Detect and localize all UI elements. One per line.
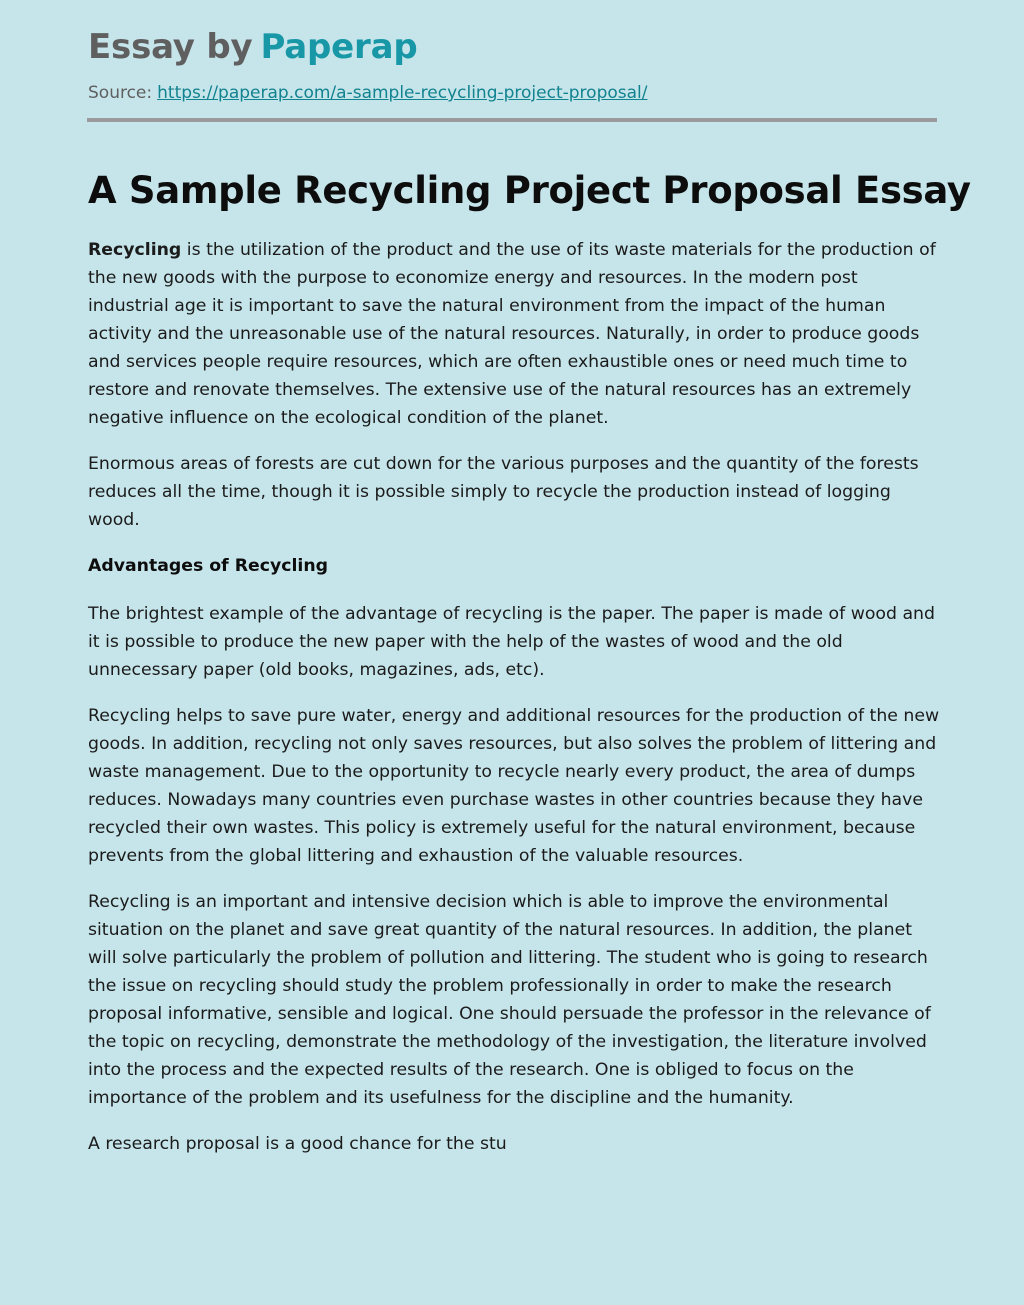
- paragraph-3: The brightest example of the advantage of recycling is the paper. The paper is made of wood and it is possible to produce the new paper with the help of the wastes of wood and the old unnecessary paper (old books, magazines, ads, etc).: [88, 604, 935, 680]
- paragraph-1: [88, 236, 940, 432]
- paragraph-6: A research proposal is a good chance for the stu: [88, 1134, 507, 1154]
- section-heading-advantages: Advantages of Recycling: [88, 556, 328, 576]
- brand-prefix: Essay by: [88, 27, 253, 67]
- site-header: [0, 0, 1024, 104]
- paragraph-2: Enormous areas of forests are cut down for the various purposes and the quantity of the forests reduces all the time, though it is possible simply to recycle the production instead of logging wood.: [88, 454, 919, 530]
- brand-title: [88, 26, 936, 68]
- paragraph-4: Recycling helps to save pure water, energy and additional resources for the production of the new goods. In addition, recycling not only saves resources, but also solves the problem of littering and waste management. Due to the opportunity to recycle nearly every product, the area of dumps reduces. Nowadays many countries even purchase wastes in other countries because they have recycled their own wastes. This policy is extremely useful for the natural environment, because prevents from the global littering and exhaustion of the valuable resources.: [88, 706, 940, 866]
- header-divider: [87, 118, 937, 122]
- article-body: [0, 168, 1024, 1158]
- paragraph-5: Recycling is an important and intensive decision which is able to improve the environmental situation on the planet and save great quantity of the natural resources. In addition, the planet will solve particularly the problem of pollution and littering. The student who is going to research the issue on recycling should study the problem professionally in order to make the research proposal informative, sensible and logical. One should persuade the professor in the relevance of the topic on recycling, demonstrate the methodology of the investigation, the literature involved into the process and the expected results of the research. One is obliged to focus on the importance of the problem and its usefulness for the discipline and the humanity.: [88, 892, 931, 1108]
- paragraph-1-text: is the utilization of the product and the use of its waste materials for the production of the new goods with the purpose to economize energy and resources. In the modern post industrial age it is important to save the natural environment from the impact of the human activity and the unreasonable use of the natural resources. Naturally, in order to produce goods and services people require resources, which are often exhaustible ones or need much time to restore and renovate themselves. The extensive use of the natural resources has an extremely negative influence on the ecological condition of the planet.: [88, 240, 936, 428]
- lead-term: Recycling: [88, 240, 182, 260]
- brand-name: Paperap: [260, 27, 418, 67]
- source-label: Source:: [88, 83, 153, 103]
- page-title: A Sample Recycling Project Proposal Essay: [88, 169, 971, 212]
- source-line: [88, 82, 936, 104]
- source-url-link[interactable]: https://paperap.com/a-sample-recycling-project-proposal/: [157, 83, 648, 103]
